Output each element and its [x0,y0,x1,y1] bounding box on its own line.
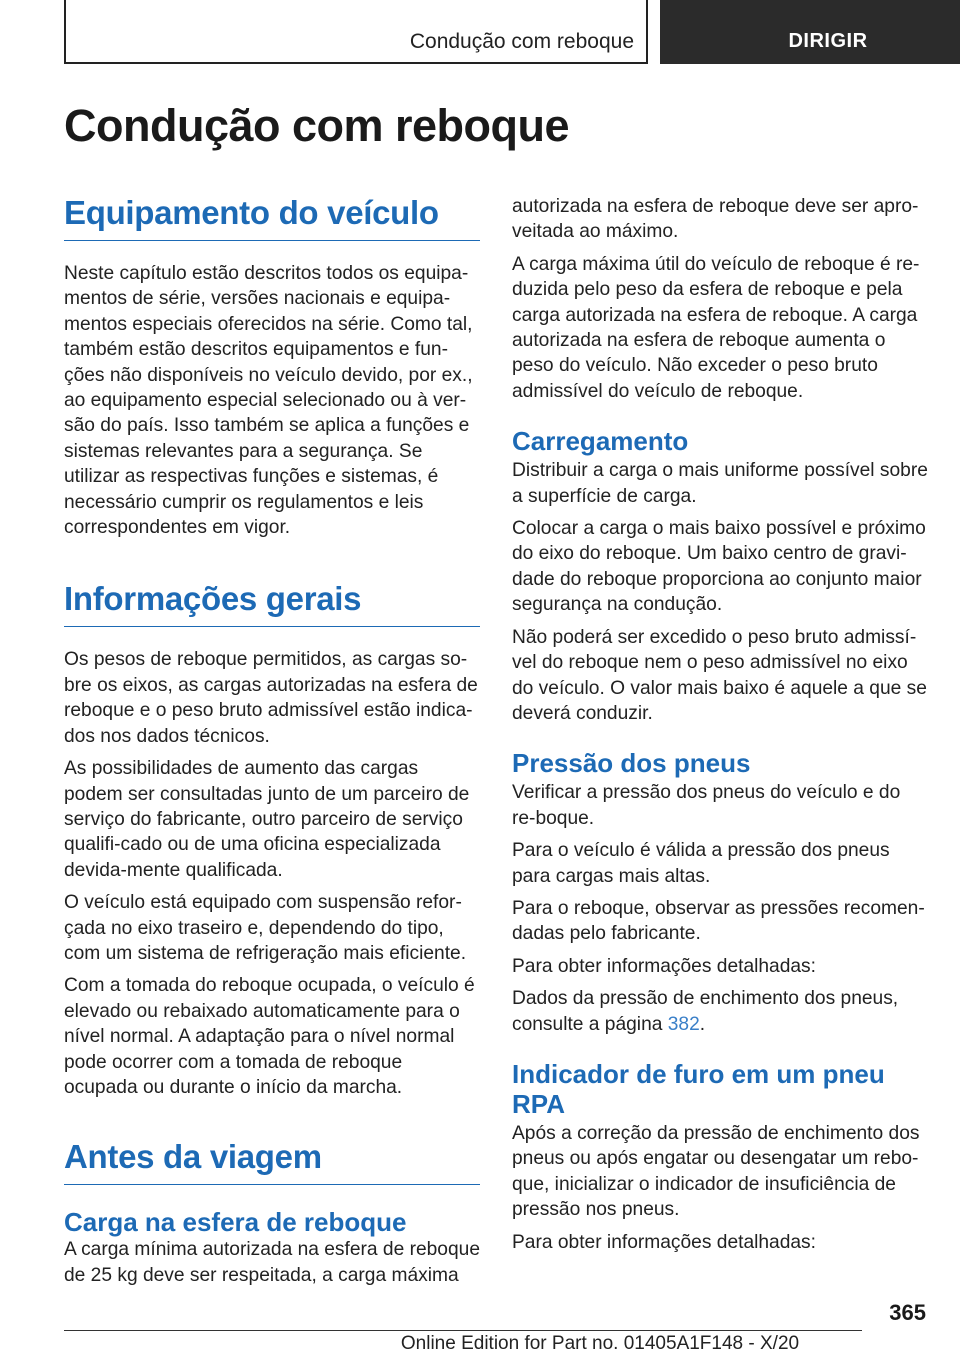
paragraph: Para o veículo é válida a pressão dos pneus para cargas mais altas. [512,840,890,887]
subheading-loading: Carregamento [512,426,689,457]
header-section-title: Condução com reboque [409,30,634,53]
paragraph: As possibilidades de aumento das cargas podem ser consultadas junto de um parceiro de serviço do fabricante, outro parceiro de serviço qualifi-cado ou de uma oficina especializada devida-mente qualificada. [64,758,470,881]
subheading-flat-tyre-indicator [512,1059,928,1119]
paragraph: Verificar a pressão dos pneus do veículo e do re-boque. [512,782,901,829]
subheading-line-2: RPA [512,1088,565,1119]
chapter-tab[interactable] [660,0,960,64]
paragraph: O veículo está equipado com suspensão refor-çada no eixo traseiro e, dependendo do tipo, com um sistema de refrigeração mais eficiente. [64,892,467,964]
header-rule-bottom [64,62,648,64]
paragraph: Com a tomada do reboque ocupada, o veículo é elevado ou rebaixado automaticamente para o nível normal. A adaptação para o nível normal pode ocorrer com a tomada de reboque ocupada ou durante o início da marcha. [64,975,475,1098]
header-rule-left [64,0,66,64]
heading-before-trip: Antes da viagem [64,1138,480,1185]
paragraph: Neste capítulo estão descritos todos os equipa-mentos de série, versões nacionais e equipa-mentos especiais oferecidos na série. Como tal, também estão descritos equipamentos e fun-ções não disponíveis no veículo devido, por ex., ao equipamento especial selecionado ou à ver-são do país. Isso também se aplica a funções e sistemas relevantes para a segurança. Se utilizar as respectivas funções e sistemas, é necessário cumprir os regulamentos e leis correspondentes em vigor. [64,263,473,539]
paragraph: Não poderá ser excedido o peso bruto admissí-vel do reboque nem o peso admissível no eixo do veículo. O valor mais baixo é aquele a que se deverá conduzir. [512,626,927,724]
page-ref-text: Dados da pressão de enchimento dos pneus, consulte a página [512,988,899,1035]
heading-equipment: Equipamento do veículo [64,194,480,241]
page-number: 365 [889,1300,926,1325]
page-ref-end: . [699,1013,706,1035]
heading-general-info: Informações gerais [64,580,480,627]
paragraph: Colocar a carga o mais baixo possível e próximo do eixo do reboque. Um baixo centro de gravi-dade do reboque proporciona ao conjunto maior segurança na condução. [512,518,926,616]
subheading-tyre-pressure: Pressão dos pneus [512,748,751,779]
page-title: Condução com reboque [64,100,570,151]
edition-text: Online Edition for Part no. 01405A1F148 - X/20 [400,1333,800,1354]
chapter-tab-label: DIRIGIR [788,30,868,52]
paragraph: Após a correção da pressão de enchimento dos pneus ou após engatar ou desengatar um rebo-que, inicializar o indicador de insuficiência de pressão nos pneus. [512,1122,920,1221]
left-column [64,190,480,1288]
subheading-tow-ball-load: Carga na esfera de reboque [64,1207,407,1238]
paragraph: A carga mínima autorizada na esfera de reboque de 25 kg deve ser respeitada, a carga máxima [64,1239,480,1286]
paragraph: autorizada na esfera de reboque deve ser apro-veitada ao máximo. [512,196,919,243]
paragraph: Distribuir a carga o mais uniforme possível sobre a superfície de carga. [512,460,928,507]
footer-rule [64,1330,862,1331]
paragraph: Para obter informações detalhadas: [512,955,816,977]
paragraph: Os pesos de reboque permitidos, as cargas so-bre os eixos, as cargas autorizadas na esfera de reboque e o peso bruto admissível estão indica-dos nos dados técnicos. [64,649,478,747]
subheading-line-1: Indicador de furo em um pneu [512,1058,885,1089]
paragraph-page-ref [512,986,928,1037]
header-rule-mid [646,0,648,64]
paragraph: Para o reboque, observar as pressões recomen-dadas pelo fabricante. [512,897,925,945]
paragraph: A carga máxima útil do veículo de reboque é re-duzida pelo peso da esfera de reboque e pela carga autorizada na esfera de reboque. A carga autorizada na esfera de reboque aumenta o peso do veículo. Não exceder o peso bruto admissível do veículo de reboque. [512,253,920,402]
paragraph: Para obter informações detalhadas: [512,1231,816,1253]
right-column [512,194,928,1255]
page-ref-link[interactable]: 382 [667,1013,700,1035]
